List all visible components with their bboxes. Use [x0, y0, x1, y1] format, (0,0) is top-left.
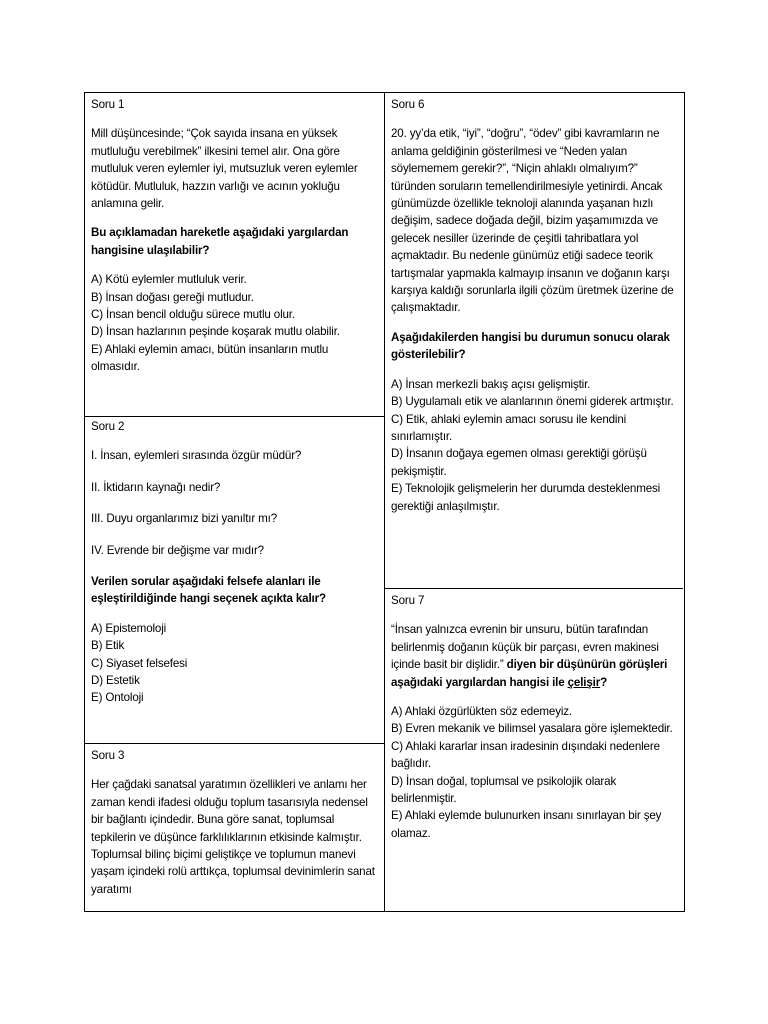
option-a: A) Ahlaki özgürlükten söz edemeyiz.: [391, 705, 572, 719]
option-e: E) Teknolojik gelişmelerin her durumda desteklenmesi gerektiği anlaşılmıştır.: [391, 482, 661, 513]
question-2-title: Soru 2: [91, 420, 125, 433]
row-divider-left-2: [85, 743, 384, 744]
option-a: A) Epistemoloji: [91, 621, 167, 635]
row-divider-left-1: [85, 416, 384, 417]
question-7-passage: “İnsan yalnızca evrenin bir unsuru, bütün tarafından belirlenmiş doğanın küçük bir parçası, evren makinesi içinde basit bir dişlidir.”: [391, 623, 659, 672]
question-6-title: Soru 6: [391, 98, 425, 111]
question-2-item-3: III. Duyu organlarımız bizi yanıltır mı?: [91, 512, 278, 526]
question-7-prompt-mark: ?: [600, 675, 608, 689]
question-6-options: [391, 376, 677, 515]
question-7-options: [391, 703, 677, 842]
question-1-title: Soru 1: [91, 98, 125, 111]
option-c: C) İnsan bencil olduğu sürece mutlu olur.: [91, 308, 295, 322]
question-2-options: [91, 620, 376, 707]
question-3-passage: Her çağdaki sanatsal yaratımın özellikleri ve anlamı her zaman kendi ifadesi olduğu toplum tasarısıyla nedensel bir bağlantı içindedir. Buna göre sanat, toplumsal tepkilerin ve düşünce farklılıklarının etkisinde kalmıştır. Toplumsal bilinç biçimi geliştikçe ve toplumun manevi yaşam içindeki rolü arttıkça, toplumsal devinimlerin sanat yaratımı: [91, 778, 375, 896]
question-7-prompt-keyword: çelişir: [567, 675, 601, 689]
question-7: [391, 592, 677, 842]
option-b: B) Etik: [91, 639, 125, 653]
question-3: [91, 747, 376, 910]
column-divider: [384, 93, 385, 911]
option-e: E) Ahlaki eylemde bulunurken insanı sınırlayan bir şey olamaz.: [391, 809, 662, 840]
question-1-passage: Mill düşüncesinde; “Çok sayıda insana en yüksek mutluluğu verebilmek” ilkesini temel alır. Ona göre mutluluk veren eylemler iyi, mutsuzluk veren eylemler kötüdür. Mutluluk, hazzın varlığı ve acının yokluğu anlamına gelir.: [91, 127, 358, 211]
question-3-title: Soru 3: [91, 749, 125, 762]
option-e: E) Ahlaki eylemin amacı, bütün insanların mutlu olmasıdır.: [91, 342, 329, 374]
option-d: D) Estetik: [91, 674, 140, 688]
option-d: D) İnsanın doğaya egemen olması gerektiği görüşü pekişmiştir.: [391, 447, 647, 478]
question-2: [91, 418, 376, 707]
option-e: E) Ontoloji: [91, 691, 144, 705]
question-6-prompt: Aşağıdakilerden hangisi bu durumun sonucu olarak gösterilebilir?: [391, 330, 670, 362]
question-7-prompt: diyen bir düşünürün görüşleri aşağıdaki yargılardan hangisi ile: [391, 658, 668, 689]
question-2-item-4: IV. Evrende bir değişme var mıdır?: [91, 543, 264, 557]
row-divider-right-1: [385, 588, 683, 589]
question-2-prompt: Verilen sorular aşağıdaki felsefe alanları ile eşleştirildiğinde hangi seçenek açıkta kalır?: [91, 575, 326, 606]
question-1-options: [91, 271, 376, 375]
question-1-prompt: Bu açıklamadan hareketle aşağıdaki yargılardan hangisine ulaşılabilir?: [91, 226, 349, 257]
option-d: D) İnsan hazlarının peşinde koşarak mutlu olabilir.: [91, 325, 340, 339]
question-2-item-2: II. İktidarın kaynağı nedir?: [91, 480, 221, 494]
option-c: C) Etik, ahlaki eylemin amacı sorusu ile kendini sınırlamıştır.: [391, 412, 627, 443]
option-a: A) Kötü eylemler mutluluk verir.: [91, 273, 247, 287]
option-b: B) İnsan doğası gereği mutludur.: [91, 290, 254, 304]
option-c: C) Ahlaki kararlar insan iradesinin dışındaki nedenlere bağlıdır.: [391, 739, 660, 771]
question-6: [391, 96, 677, 515]
option-d: D) İnsan doğal, toplumsal ve psikolojik olarak belirlenmiştir.: [391, 774, 617, 806]
question-table: [84, 92, 685, 912]
option-b: B) Evren mekanik ve bilimsel yasalara göre işlemektedir.: [391, 722, 673, 736]
question-7-passage-and-prompt: [391, 621, 677, 691]
question-1: [91, 96, 376, 376]
option-c: C) Siyaset felsefesi: [91, 656, 188, 670]
option-a: A) İnsan merkezli bakış açısı gelişmiştir.: [391, 377, 591, 391]
question-7-title: Soru 7: [391, 594, 425, 607]
option-b: B) Uygulamalı etik ve alanlarının önemi giderek artmıştır.: [391, 395, 674, 409]
question-6-passage: 20. yy’da etik, “iyi”, “doğru”, “ödev” gibi kavramların ne anlama geldiğinin gösterilmesi ve “Neden yalan söylememem gerekir?”, “Niçin ahlaklı olmalıyım?” türünden soruların temellendirilmesiyle yetinirdi. Ancak günümüzde özellikle teknoloji alanında yaşanan hızlı değişim, sadece doğada değil, bizim yaşamımızda ve gelecek nesiller üzerinde de çeşitli tahribatlara yol açmaktadır. Bu nedenle günümüz etiği sadece teorik tartışmalar yapmakla kalmayıp insanın ve doğanın karşı karşıya kaldığı sorunlarla ilgili çözüm üretmek üzerine de çalışmaktadır.: [391, 127, 674, 315]
question-2-item-1: I. İnsan, eylemleri sırasında özgür müdür?: [91, 449, 302, 463]
